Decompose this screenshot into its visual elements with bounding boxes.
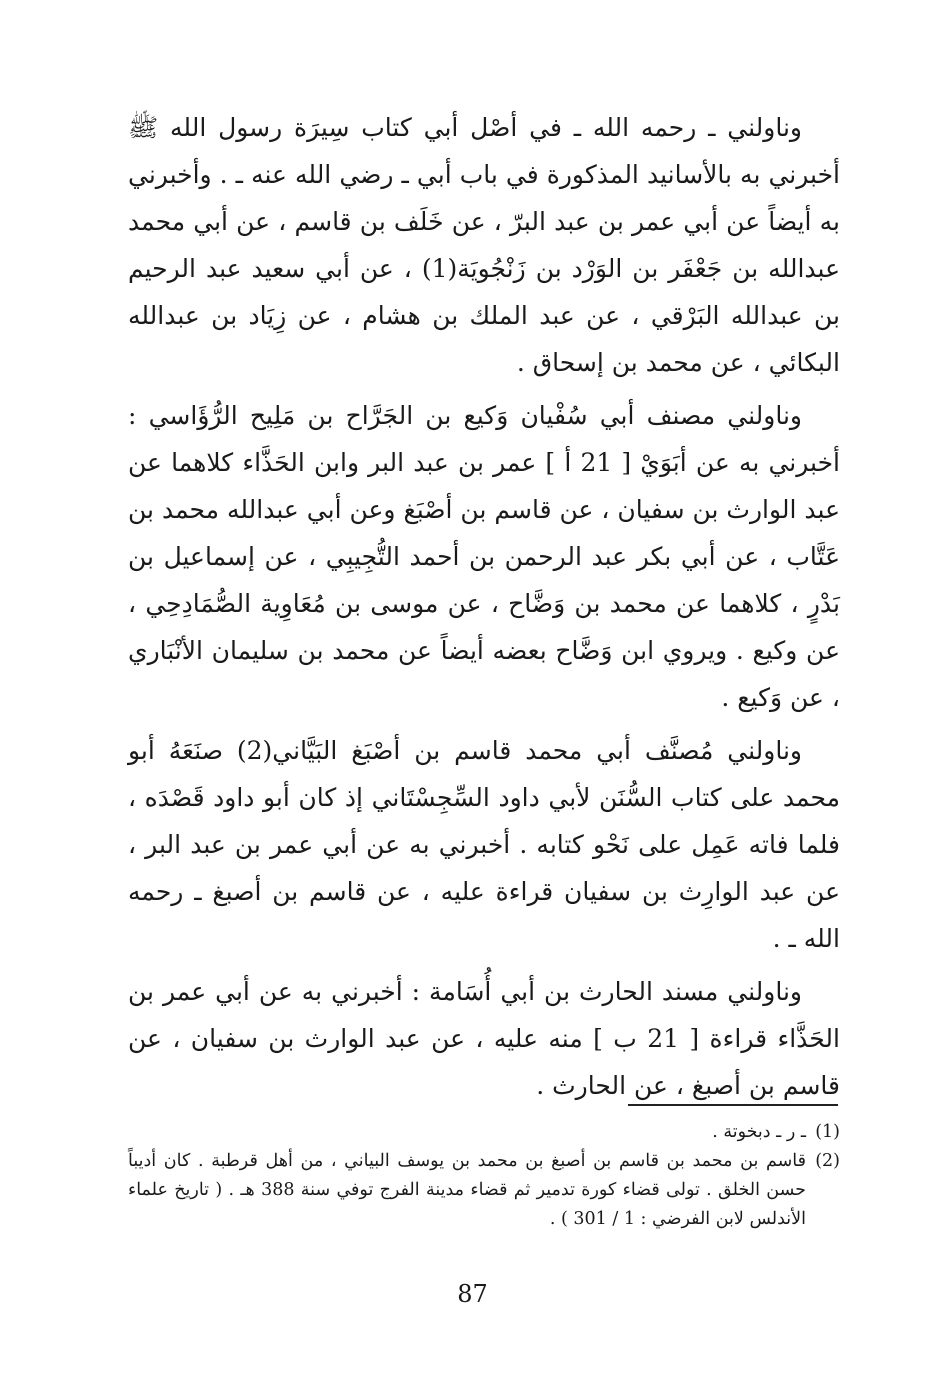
footnote-number: (1) <box>815 1122 840 1142</box>
main-text <box>128 104 840 1109</box>
paragraph-sira: وناولني ـ رحمه الله ـ في أصْل أبي كتاب سِيرَة رسول الله ﷺ أخبرني به بالأسانيد المذكورة في باب أبي ـ رضي الله عنه ـ . وأخبرني به أيضاً عن أبي عمر بن عبد البرّ ، عن خَلَف بن قاسم ، عن أبي محمد عبدالله بن جَعْفَر بن الوَرْد بن زَنْجُويَة(1) ، عن أبي سعيد عبد الرحيم بن عبدالله البَرْقي ، عن عبد الملك بن هشام ، عن زِيَاد بن عبدالله البكائي ، عن محمد بن إسحاق . <box>128 113 840 377</box>
footnote-1 <box>128 1118 840 1147</box>
footnotes <box>128 1118 840 1234</box>
footnote-number: (2) <box>815 1151 840 1171</box>
paragraph-harith: وناولني مسند الحارث بن أبي أُسَامة : أخبرني به عن أبي عمر بن الحَذَّاء قراءة [ 21 ب ] منه عليه ، عن عبد الوارث بن سفيان ، عن قاسم بن أصبغ ، عن الحارث . <box>128 977 840 1100</box>
footnote-text: ـ ر ـ دبخوتة . <box>712 1122 806 1142</box>
paragraph-qasim: وناولني مُصنَّف أبي محمد قاسم بن أصْبَغ البَيَّاني(2) صنَعَهُ أبو محمد على كتاب السُّنَن لأبي داود السِّجِسْتَاني إذ كان أبو داود قَصْدَه ، فلما فاته عَمِل على نَحْو كتابه . أخبرني به عن أبي عمر بن عبد البر ، عن عبد الوارِث بن سفيان قراءة عليه ، عن قاسم بن أصبغ ـ رحمه الله ـ . <box>128 736 840 953</box>
footnote-2 <box>128 1147 840 1234</box>
footnote-text: قاسم بن محمد بن قاسم بن أصبغ بن محمد بن يوسف البياني ، من أهل قرطبة . كان أديباً حسن الخلق . تولى قضاء كورة تدمير ثم قضاء مدينة الفرج توفي سنة 388 هـ . ( تاريخ علماء الأندلس لابن الفرضي : 1 / 301 ) . <box>128 1151 806 1229</box>
footnote-divider <box>628 1104 838 1106</box>
page-number: 87 <box>457 1280 488 1308</box>
paragraph-waki: وناولني مصنف أبي سُفْيان وَكيع بن الجَرَّاح بن مَلِيح الرُّؤَاسي : أخبرني به عن أبَوَيْ [ 21 أ ] عمر بن عبد البر وابن الحَذَّاء كلاهما عن عبد الوارث بن سفيان ، عن قاسم بن أصْبَغ وعن أبي عبدالله محمد بن عَتَّاب ، عن أبي بكر عبد الرحمن بن أحمد التُّجِيبِي ، عن إسماعيل بن بَدْرٍ ، كلاهما عن محمد بن وَضَّاح ، عن موسى بن مُعَاوِية الصُّمَادِحِي ، عن وكيع . ويروي ابن وَضَّاح بعضه أيضاً عن محمد بن سليمان الأنْبَاري ، عن وَكيع . <box>128 401 841 712</box>
